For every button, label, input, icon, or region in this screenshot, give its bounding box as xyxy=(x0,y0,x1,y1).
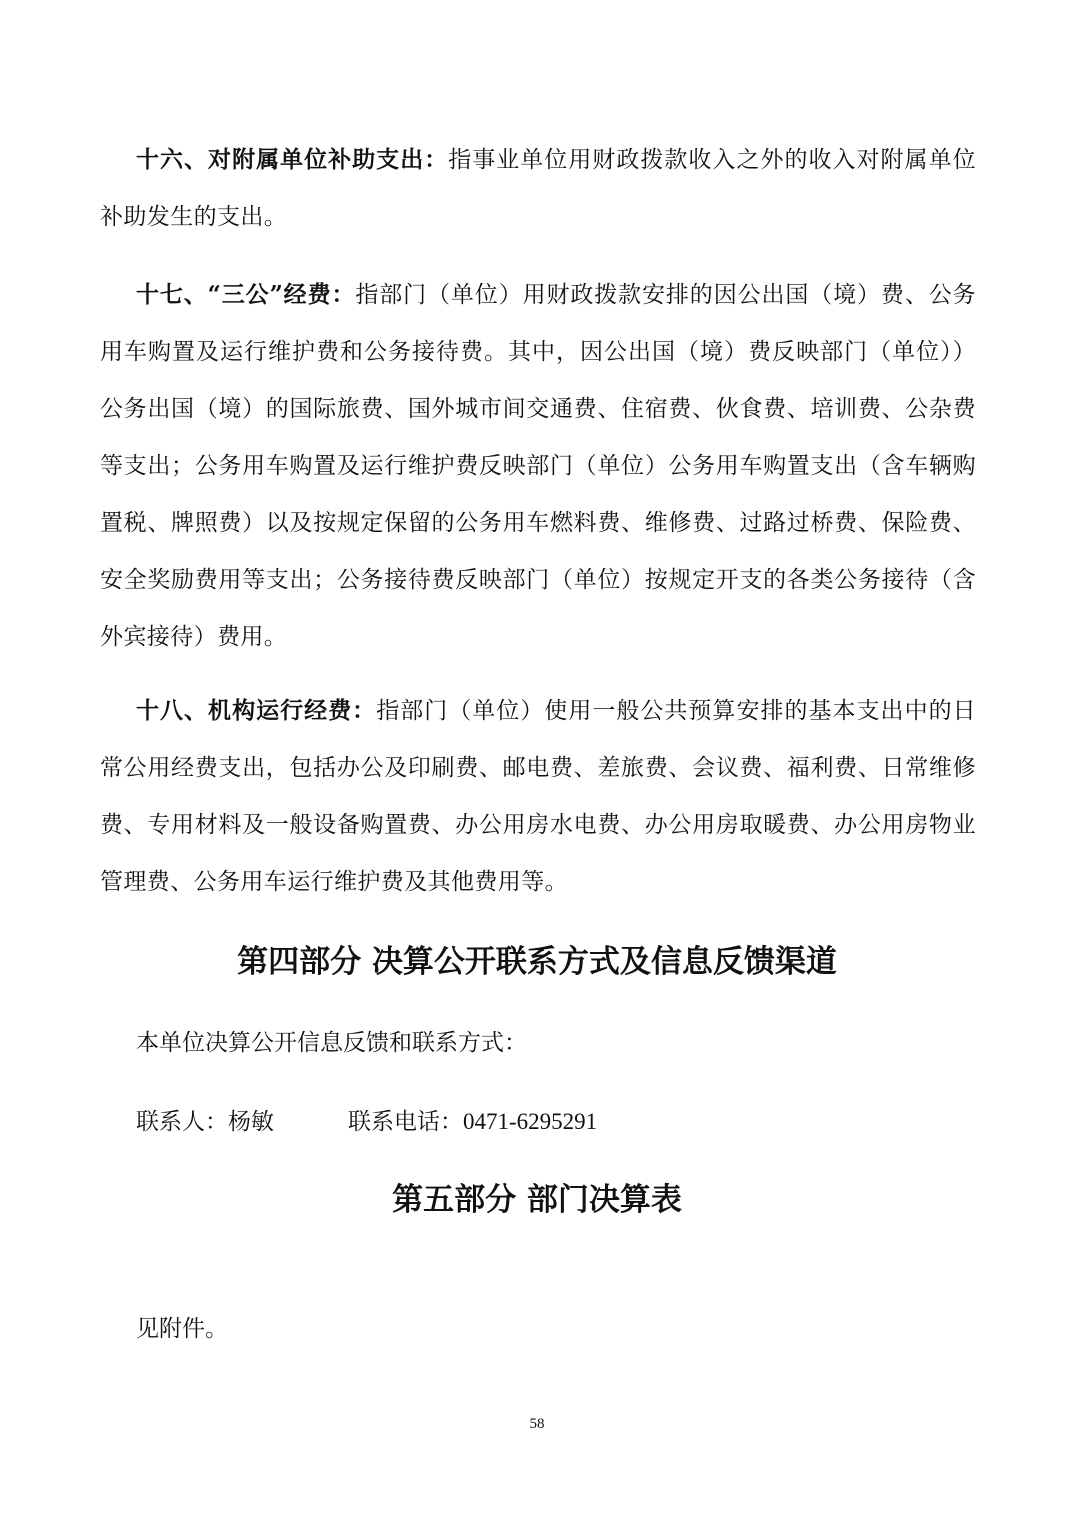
section-17-paragraph xyxy=(100,266,976,666)
part-4-heading: 第四部分 决算公开联系方式及信息反馈渠道 xyxy=(237,944,837,980)
section-17-text: 指部门（单位）用财政拨款安排的因公出国（境）费、公务用车购置及运行维护费和公务接待费。其中，因公出国（境）费反映部门（单位））公务出国（境）的国际旅费、国外城市间交通费、住宿费、伙食费、培训费、公杂费等支出；公务用车购置及运行维护费反映部门（单位）公务用车购置支出（含车辆购置税、牌照费）以及按规定保留的公务用车燃料费、维修费、过路过桥费、保险费、安全奖励费用等支出；公务接待费反映部门（单位）按规定开支的各类公务接待（含外宾接待）费用。 xyxy=(100,282,976,650)
section-18-paragraph xyxy=(100,682,976,911)
section-16-term: 十六、对附属单位补助支出： xyxy=(136,146,449,173)
page-number: 58 xyxy=(529,1416,545,1432)
section-18-term: 十八、机构运行经费： xyxy=(136,697,377,724)
part-5-heading: 第五部分 部门决算表 xyxy=(392,1182,682,1218)
attachment-note: 见附件。 xyxy=(136,1316,228,1342)
section-16-text: 指事业单位用财政拨款收入之外的收入对附属单位补助发生的支出。 xyxy=(100,147,976,230)
section-16-paragraph xyxy=(100,131,976,246)
section-18-text: 指部门（单位）使用一般公共预算安排的基本支出中的日常公用经费支出，包括办公及印刷费、邮电费、差旅费、会议费、福利费、日常维修费、专用材料及一般设备购置费、办公用房水电费、办公用房取暖费、办公用房物业管理费、公务用车运行维护费及其他费用等。 xyxy=(100,698,977,895)
phone-label: 联系电话： xyxy=(348,1109,463,1135)
contact-line xyxy=(136,1105,597,1139)
contact-person: 杨敏 xyxy=(228,1109,274,1135)
contact-person-label: 联系人： xyxy=(136,1109,228,1135)
section-17-term: 十七、“三公”经费： xyxy=(136,281,356,308)
phone-number: 0471-6295291 xyxy=(463,1109,598,1134)
feedback-intro: 本单位决算公开信息反馈和联系方式： xyxy=(136,1030,527,1056)
